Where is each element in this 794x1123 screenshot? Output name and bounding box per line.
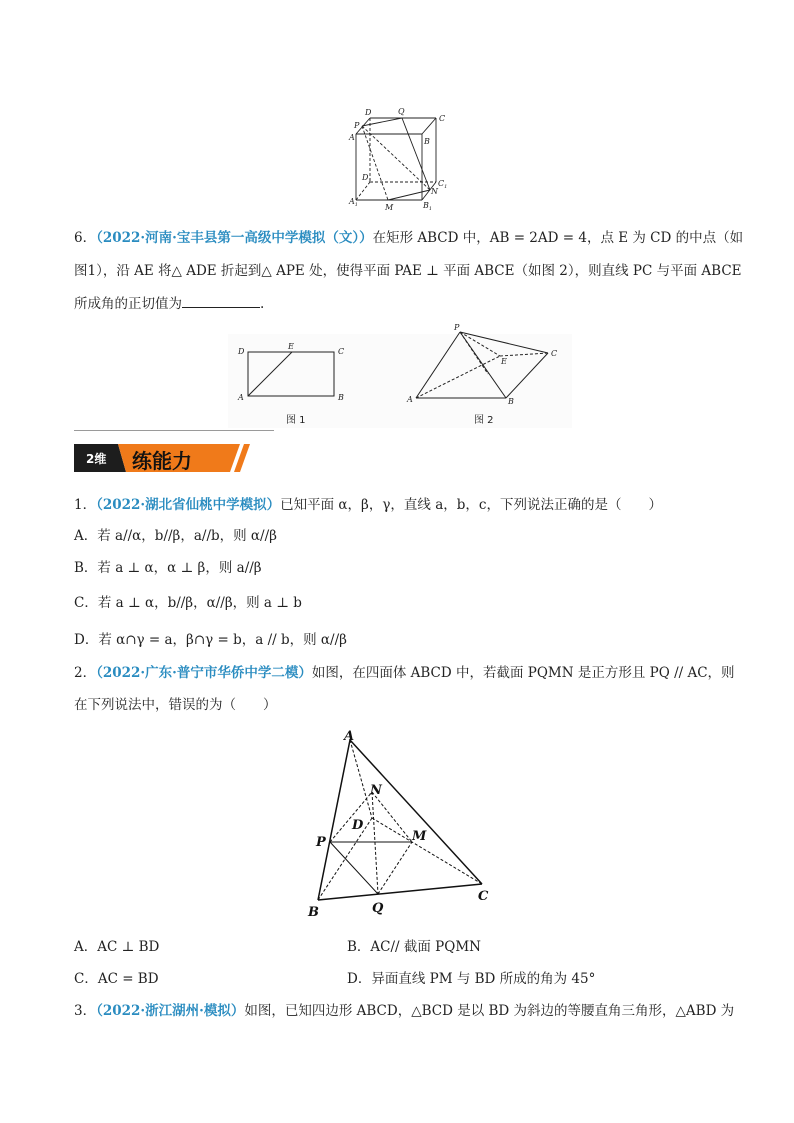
fig1-label-C: C <box>338 347 345 356</box>
fig2-caption: 图 2 <box>474 415 494 426</box>
cube-label-N: N <box>431 187 438 196</box>
cube-label-M: M <box>385 203 394 212</box>
q1-option-c[interactable]: C．若 a ⊥ α，b//β，α//β，则 a ⊥ b <box>74 595 302 611</box>
tet-label-A: A <box>344 729 355 744</box>
section-badge-number: 2维 <box>86 452 107 466</box>
tet-label-P: P <box>316 835 326 850</box>
q2-option-a[interactable]: A．AC ⊥ BD <box>74 939 160 955</box>
q1-source: （2022·湖北省仙桃中学模拟） <box>96 497 281 513</box>
q2-stem-line1: 2．（2022·广东·普宁市华侨中学二模）如图，在四面体 ABCD 中，若截面 PQMN 是正方形且 PQ // AC，则 <box>74 665 735 681</box>
tet-label-N: N <box>370 783 382 798</box>
fig1-label-A: A <box>238 393 244 402</box>
cube-label-C1: $C_1$ <box>438 179 448 190</box>
q6-source: （2022·河南·宝丰县第一高级中学模拟（文）） <box>96 230 373 246</box>
fig1-caption: 图 1 <box>286 415 306 426</box>
cube-label-A1: $A_1$ <box>349 197 358 208</box>
q1-stem: 1．（2022·湖北省仙桃中学模拟）已知平面 α，β，γ，直线 a，b，c，下列说法正确的是（ ） <box>74 497 662 513</box>
tet-label-D: D <box>352 818 364 833</box>
cube-label-A: A <box>349 133 355 142</box>
q2-option-d[interactable]: D．异面直线 PM 与 BD 所成的角为 45° <box>347 971 596 987</box>
q3-source: （2022·浙江湖州·模拟） <box>96 1003 245 1019</box>
fig2-label-C: C <box>551 349 558 358</box>
cube-label-D1: $D_1$ <box>362 173 372 184</box>
q3-stem: 3．（2022·浙江湖州·模拟）如图，已知四边形 ABCD，△BCD 是以 BD 为斜边的等腰直角三角形，△ABD 为 <box>74 1003 735 1019</box>
cube-label-Q: Q <box>398 107 405 116</box>
fig1-label-B: B <box>338 393 344 402</box>
q2-source: （2022·广东·普宁市华侨中学二模） <box>96 665 312 681</box>
section-divider <box>74 430 274 431</box>
q6-stem-line1: 在矩形 ABCD 中，AB = 2AD = 4，点 E 为 CD 的中点（如 <box>372 230 744 246</box>
q1-option-b[interactable]: B．若 a ⊥ α，α ⊥ β，则 a//β <box>74 560 262 576</box>
q2-option-b[interactable]: B．AC// 截面 PQMN <box>347 939 481 955</box>
cube-label-B1: $B_1$ <box>423 201 433 212</box>
cube-label-P: P <box>354 121 360 130</box>
q2-option-c[interactable]: C．AC = BD <box>74 971 159 987</box>
fig1-label-D: D <box>238 347 245 356</box>
tet-label-B: B <box>308 905 319 920</box>
cube-label-D: D <box>365 108 372 117</box>
tet-label-M: M <box>412 829 427 844</box>
tetrahedron-figure <box>296 726 502 920</box>
figure-2 <box>404 322 568 406</box>
q1-option-d[interactable]: D．若 α∩γ = a，β∩γ = b，a // b，则 α//β <box>74 632 347 648</box>
fig2-label-P: P <box>454 323 460 332</box>
fig2-label-A: A <box>407 395 413 404</box>
q1-option-a[interactable]: A．若 a//α，b//β，a//b，则 α//β <box>74 528 277 544</box>
q6-line3: 所成角的正切值为 . <box>74 296 265 312</box>
cube-label-B: B <box>424 137 430 146</box>
tet-label-Q: Q <box>372 901 384 916</box>
answer-blank[interactable] <box>182 295 260 308</box>
section-title: 练能力 <box>132 449 192 473</box>
fig1-label-E: E <box>288 342 294 351</box>
q2-stem-line2: 在下列说法中，错误的为（ ） <box>74 697 277 713</box>
cube-label-C: C <box>439 114 446 123</box>
figure-1 <box>232 340 352 406</box>
cube-figure <box>340 104 460 216</box>
section-badge <box>74 440 254 476</box>
fig2-label-B: B <box>508 397 514 406</box>
q6-line2: 图1），沿 AE 将△ ADE 折起到△ APE 处，使得平面 PAE ⊥ 平面 ABCE（如图 2），则直线 PC 与平面 ABCE <box>74 263 742 279</box>
fig2-label-E: E <box>501 357 507 366</box>
q6-line1: 6．（2022·河南·宝丰县第一高级中学模拟（文））在矩形 ABCD 中，AB = 2AD = 4，点 E 为 CD 的中点（如 <box>74 230 744 246</box>
tet-label-C: C <box>478 889 489 904</box>
